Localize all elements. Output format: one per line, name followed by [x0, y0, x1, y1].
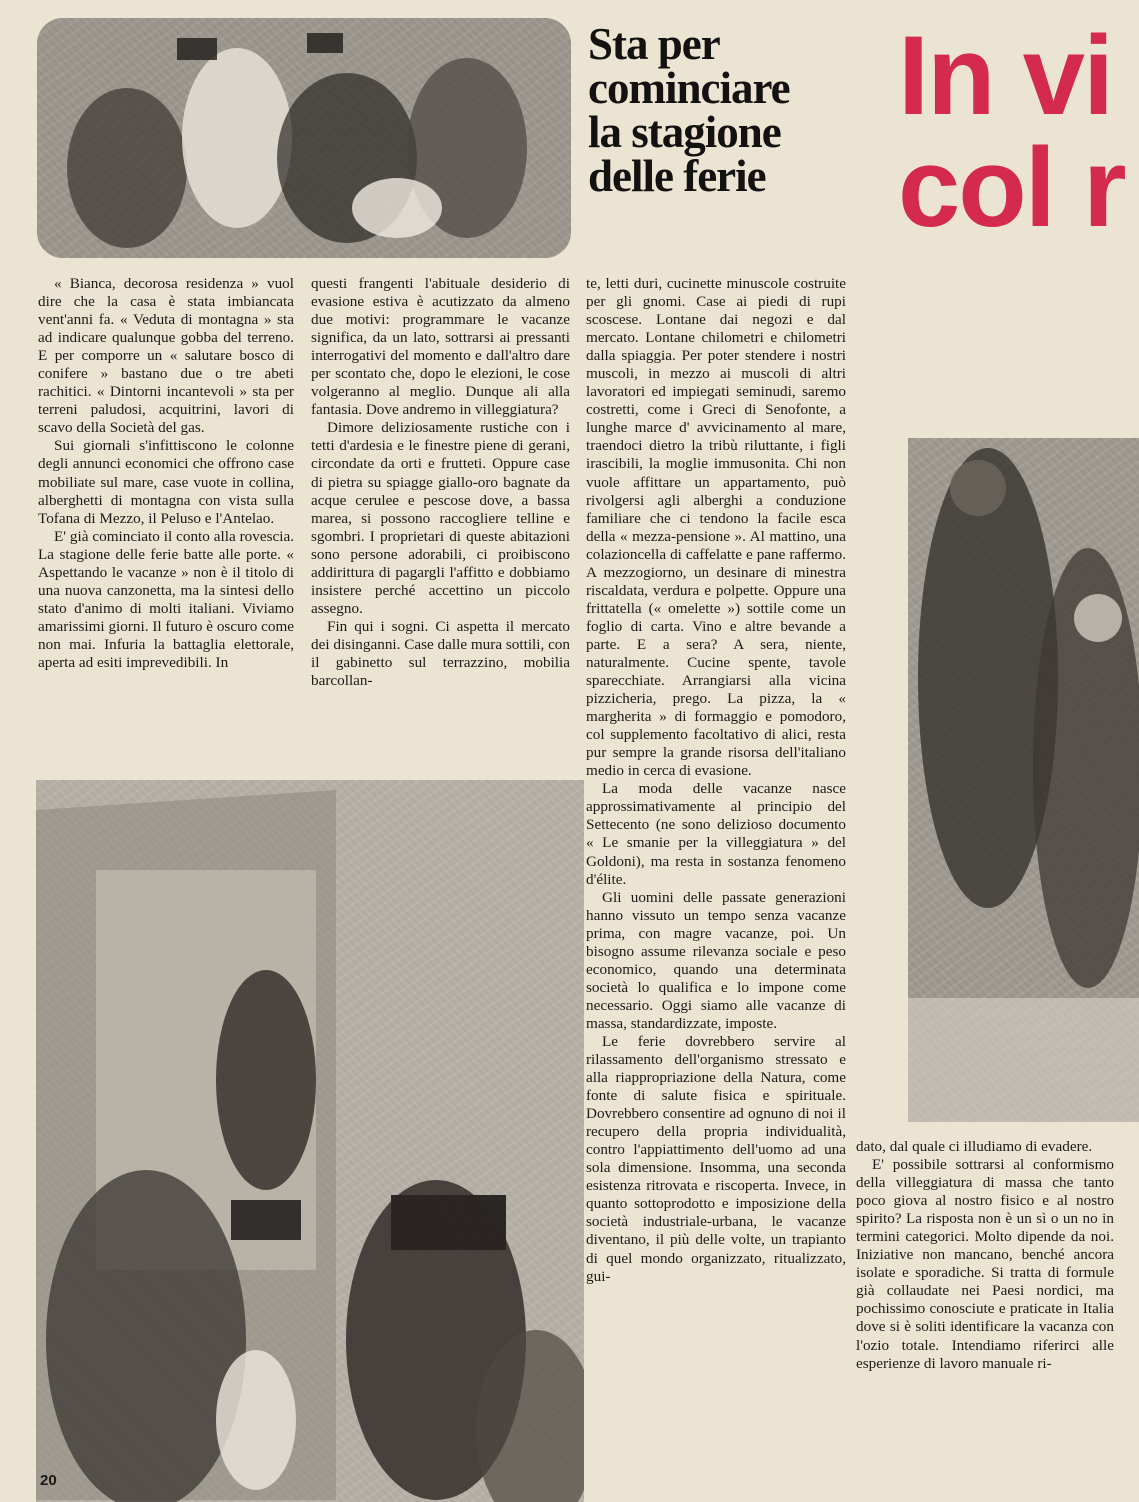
travellers-drawing: [908, 438, 1139, 1122]
article-column-4: [856, 1138, 1114, 1373]
article-headline: [898, 20, 1139, 255]
headline-line: In vi: [898, 20, 1113, 138]
article-column-2: [311, 275, 570, 690]
article-paragraph: Gli uomini delle passate generazioni hanno vissuto un tempo senza vacanze prima, con magre vacanze, poi. Un bisogno assume rilevanza sociale e peso economico, quando una determinata società lo qualifica e lo impone come necessario. Oggi siamo alle vacanze di massa, standardizzate, imposte.: [586, 888, 846, 1032]
train-carriage-illustration: [36, 780, 584, 1502]
article-paragraph: Sui giornali s'infittiscono le colonne degli annunci economici che offrono case mobiliate sul mare, case vuote in collina, alberghetti di montagna con vista sulla Tofana di Mezzo, il Peluso e l'Antelao.: [38, 437, 294, 527]
crowd-scene-drawing: [37, 18, 571, 258]
crowd-scene-illustration: [37, 18, 571, 258]
article-column-3: [586, 275, 846, 1286]
subheadline-line: delle ferie: [588, 151, 766, 201]
article-paragraph: E' già cominciato il conto alla rovescia. La stagione delle ferie batte alle porte. « Aspettando le vacanze » non è il titolo di una nuova canzonetta, ma la sintesi dello stato d'animo di molti italiani. Viviamo amarissimi giorni. Il futuro è oscuro come non mai. Infuria la battaglia elettorale, aperta ad esiti imprevedibili. In: [38, 527, 295, 671]
article-paragraph: « Bianca, decorosa residenza » vuol dire che la casa è stata imbiancata vent'anni fa. « Veduta di montagna » sta ad indicare qualunque gobba del terreno. E per comporre un « salutare bosco di conifere » bastano due o tre abeti rachitici. « Dintorni incantevoli » sta per terreni paludosi, acquitrini, lavori di scavo della Società del gas.: [38, 275, 294, 437]
article-subheadline: [588, 19, 818, 201]
travellers-illustration: [908, 438, 1139, 1122]
article-paragraph: dato, dal quale ci illudiamo di evadere.: [856, 1138, 1093, 1155]
article-paragraph: Le ferie dovrebbero servire al rilassamento dell'organismo stressato e alla riappropriazione della Natura, come fonte di salute fisica e spirituale. Dovrebbero consentire ad ognuno di noi il recupero della propria individualità, contro l'appiattimento dell'uomo ad una sola dimensione. Insomma, una seconda esistenza ritrovata e riscoperta. Invece, in quanto sottoprodotto e imposizione della società industriale-urbana, le vacanze diventano, il più delle volte, un trapianto di quel mondo organizzato, ritualizzato, gui-: [586, 1032, 846, 1285]
article-paragraph: La moda delle vacanze nasce approssimativamente al principio del Settecento (ne sono delizioso documento « Le smanie per la villeggiatura » del Goldoni), ma resta in sostanza fenomeno d'élite.: [586, 780, 846, 888]
article-paragraph: Fin qui i sogni. Ci aspetta il mercato dei disinganni. Case dalle mura sottili, con il gabinetto sul terrazzino, mobilia barcollan-: [311, 617, 570, 690]
subheadline-line: la stagione: [588, 107, 781, 157]
article-paragraph: E' possibile sottrarsi al conformismo della villeggiatura di massa che tanto poco giova al nostro fisico e al nostro spirito? La risposta non è un sì o un no in termini categorici. Molto dipende da noi. Iniziative non mancano, benché ancora isolate e sporadiche. Si tratta di formule già collaudate nei Paesi nordici, ma pochissimo conosciute e praticate in Italia dove si è soliti identificare la vacanza con l'ozio totale. Intendiamo riferirci alle esperienze di lavoro manuale ri-: [856, 1156, 1114, 1372]
train-carriage-drawing: [36, 780, 584, 1502]
article-paragraph: te, letti duri, cucinette minuscole costruite per gli gnomi. Case ai piedi di rupi scoscese. Lontane dai negozi e dal mercato. Lontane chilometri e chilometri dalla spiaggia. Per poter stendere i nostri muscoli, in mezzo ai muscoli di altri lavoratori ed impiegati seminudi, saremo costretti, come i Greci di Senofonte, a lunghe marce d' avvicinamento al mare, traendoci dietro la tribù riluttante, i figli irascibili, la moglie immusonita. Chi non vuole affittare un appartamento, può rivolgersi agli alberghi a conduzione familiare che ci tendono la facile esca della « mezza-pensione ». Al mattino, una colazioncella di caffelatte e pane raffermo. A mezzogiorno, un desinare di minestra riscaldata, verdura e polpette. Oppure una frittatella (« omelette ») sottile come un foglio di carta. Vino e altre bevande a parte. E a sera? A sera, niente, naturalmente. Cucine spente, tavole sparecchiate. Arrangiarsi alla vicina pizzicheria, prego. La pizza, la « margherita » di formaggio e pomodoro, col supplemento facoltativo di alici, resta pur sempre la grande risorsa dell'italiano medio in cerca di evasione.: [586, 275, 846, 780]
page-number: 20: [40, 1472, 57, 1489]
headline-line: col r: [898, 125, 1125, 250]
article-paragraph: Dimore deliziosamente rustiche con i tetti d'ardesia e le finestre piene di gerani, circondate da orti e frutteti. Oppure case di pietra su spiagge giallo-oro bagnate da acque cerulee e pescose dove, a bassa marea, si possono raccogliere telline e sgombri. I proprietari di queste abitazioni sono persone adorabili, ci proibiscono addirittura di pagargli l'affitto e dobbiamo insistere perché accettino un piccolo assegno.: [311, 419, 570, 617]
article-column-1: [38, 275, 294, 672]
subheadline-line: Sta per: [588, 19, 720, 69]
subheadline-line: cominciare: [588, 63, 790, 113]
article-paragraph: questi frangenti l'abituale desiderio di evasione estiva è acutizzato da almeno due motivi: programmare le vacanze significa, da un lato, sottrarsi ai pressanti interrogativi del momento e dall'altro dare per scontato che, dopo le elezioni, le cose volgeranno al meglio. Dunque ali alla fantasia. Dove andremo in villeggiatura?: [311, 275, 570, 419]
